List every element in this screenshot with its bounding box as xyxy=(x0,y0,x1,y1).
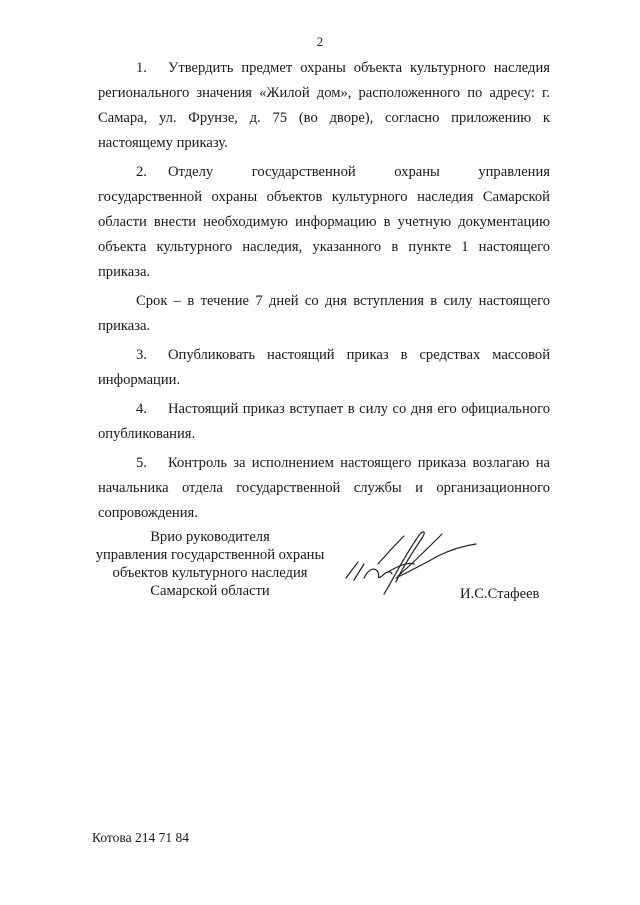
paragraph-number: 5. xyxy=(136,455,147,471)
paragraph-number: 3. xyxy=(136,347,147,363)
position-line: Врио руководителя xyxy=(150,529,270,545)
paragraph-text: Отделу государственной охраны управления государственной охраны объектов культурного наследия Самарской области внести необходимую информацию в учетную документацию объекта культурного наследия, указанного в пункте 1 настоящего приказа. xyxy=(98,164,550,280)
paragraph-text: Срок – в течение 7 дней со дня вступления в силу настоящего приказа. xyxy=(98,293,550,334)
paragraph-text: Утвердить предмет охраны объекта культурного наследия регионального значения «Жилой дом», расположенного по адресу: г. Самара, ул. Фрунзе, д. 75 (во дворе), согласно приложению к настоящему приказу. xyxy=(98,60,550,151)
executor-contact: Котова 214 71 84 xyxy=(92,830,189,845)
position-line: управления государственной охраны xyxy=(95,547,325,563)
position-line: Самарской области xyxy=(150,583,270,599)
paragraph-text: Настоящий приказ вступает в силу со дня его официального опубликования. xyxy=(98,401,550,442)
paragraph-number: 1. xyxy=(136,60,147,76)
paragraph-4 xyxy=(98,397,550,447)
signer-name: И.С.Стафеев xyxy=(460,586,540,602)
position-line: объектов культурного наследия xyxy=(112,565,308,581)
paragraph-3 xyxy=(98,343,550,393)
paragraph-number: 4. xyxy=(136,401,147,417)
paragraph-2 xyxy=(98,160,550,285)
paragraph-text: Опубликовать настоящий приказ в средствах массовой информации. xyxy=(98,347,550,388)
paragraph-1 xyxy=(98,56,550,156)
paragraph-number: 2. xyxy=(136,164,147,180)
paragraph-text: Контроль за исполнением настоящего приказа возлагаю на начальника отдела государственной службы и организационного сопровождения. xyxy=(98,455,550,521)
paragraph-5 xyxy=(98,451,550,526)
signer-position xyxy=(92,528,328,600)
document-body xyxy=(98,56,550,530)
paragraph-deadline xyxy=(98,289,550,339)
page-number: 2 xyxy=(316,34,324,49)
